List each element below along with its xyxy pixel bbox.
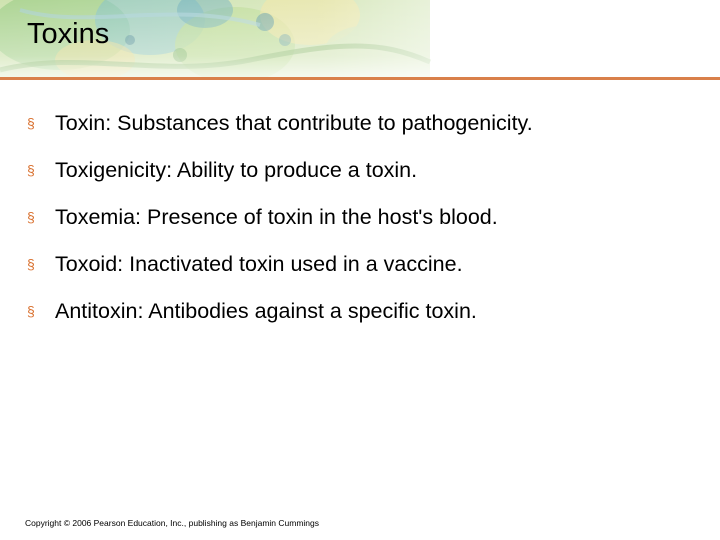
- title-divider: [0, 77, 720, 80]
- slide-title: Toxins: [27, 18, 110, 50]
- bullet-text: Toxin: Substances that contribute to pathogenicity.: [55, 111, 533, 135]
- bullet-text: Toxoid: Inactivated toxin used in a vaccine.: [55, 252, 463, 276]
- list-item: [27, 249, 533, 296]
- bullet-text: Toxigenicity: Ability to produce a toxin.: [55, 158, 418, 182]
- bullet-text: Antitoxin: Antibodies against a specific toxin.: [55, 299, 477, 323]
- bullet-icon: §: [27, 209, 35, 225]
- bullet-list: [27, 108, 533, 343]
- bullet-icon: §: [27, 303, 35, 319]
- list-item: [27, 155, 533, 202]
- bullet-icon: §: [27, 162, 35, 178]
- list-item: [27, 296, 533, 343]
- bullet-icon: §: [27, 115, 35, 131]
- bullet-text: Toxemia: Presence of toxin in the host's blood.: [55, 205, 498, 229]
- list-item: [27, 202, 533, 249]
- bullet-icon: §: [27, 256, 35, 272]
- list-item: [27, 108, 533, 155]
- copyright-notice: Copyright © 2006 Pearson Education, Inc., publishing as Benjamin Cummings: [25, 518, 320, 528]
